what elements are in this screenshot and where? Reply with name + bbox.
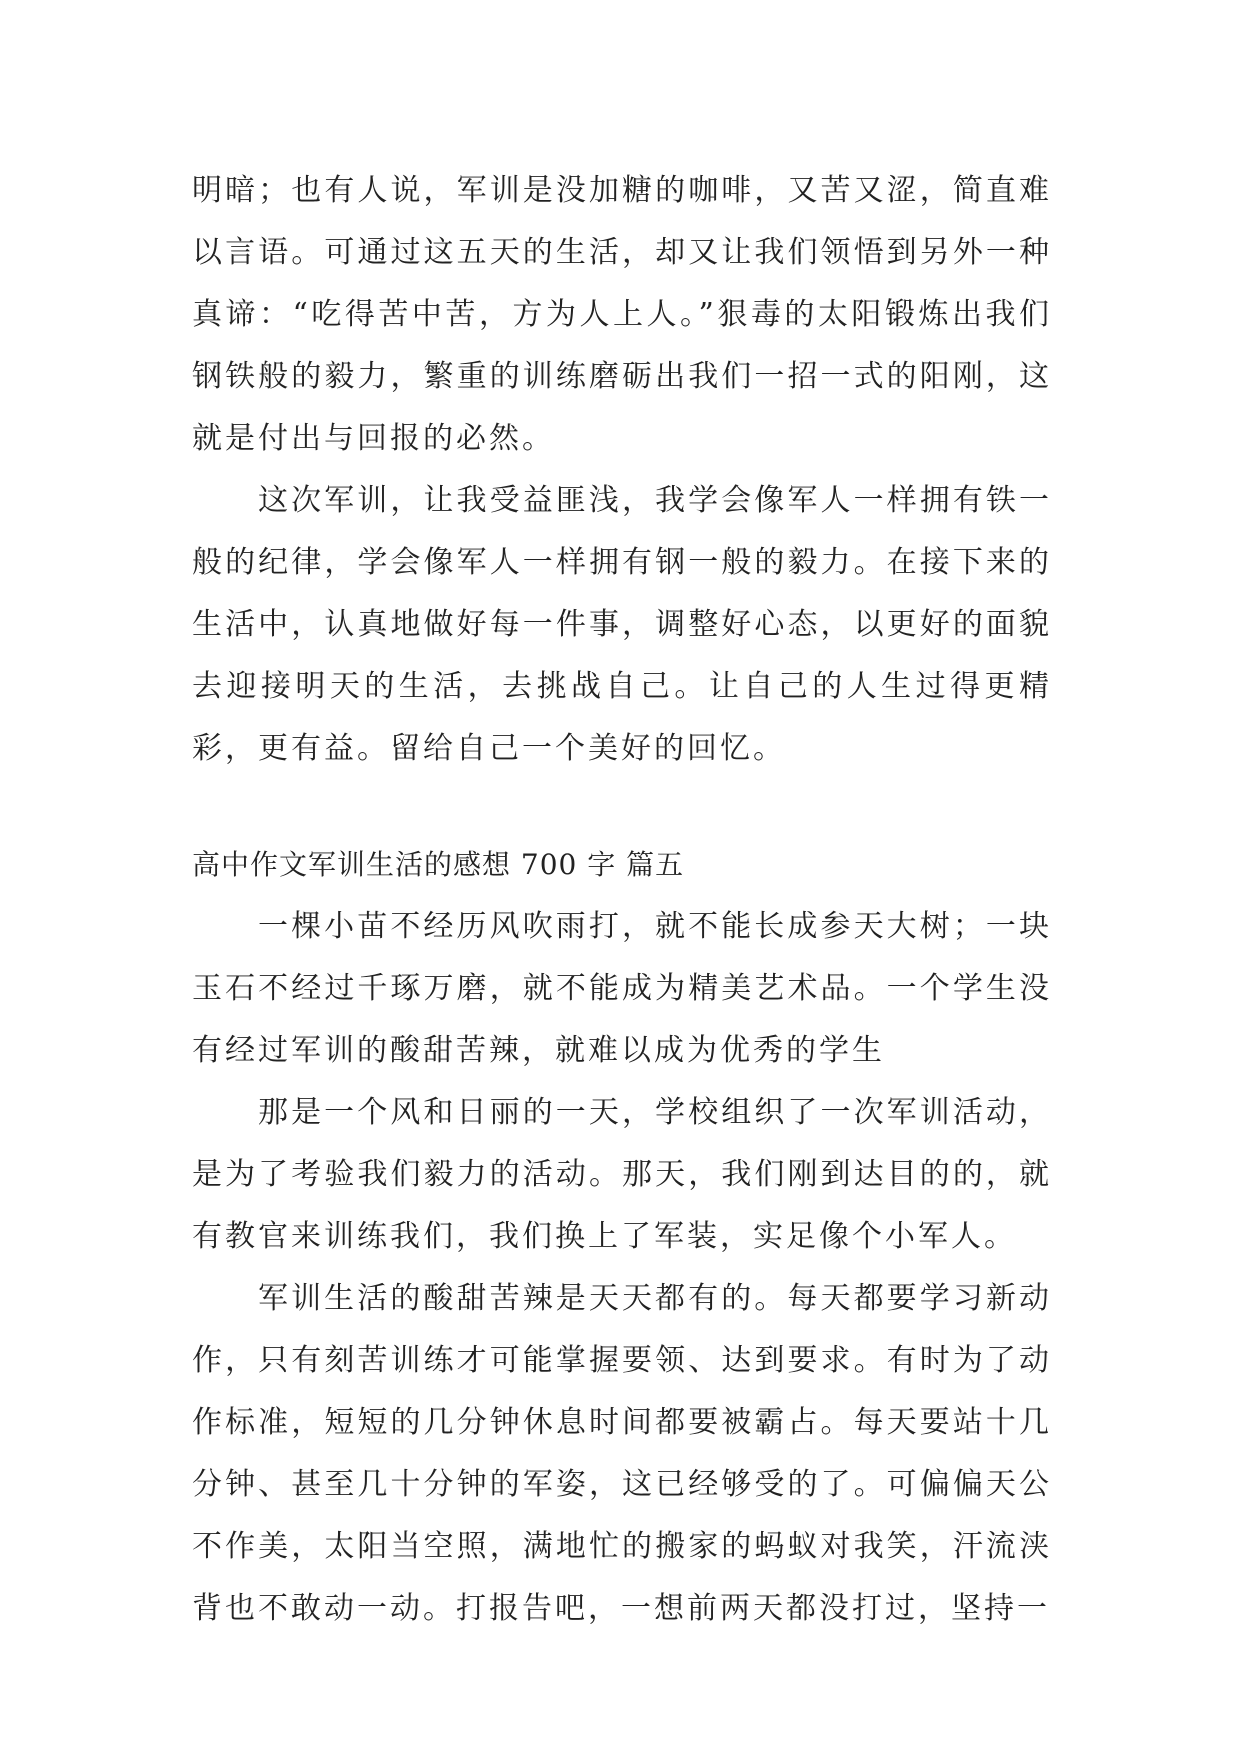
- paragraph-3: 一棵小苗不经历风吹雨打，就不能长成参天大树；一块玉石不经过千琢万磨，就不能成为精美艺术品。一个学生没有经过军训的酸甜苦辣，就难以成为优秀的学生: [192, 909, 1052, 1068]
- paragraph-4: 那是一个风和日丽的一天，学校组织了一次军训活动，是为了考验我们毅力的活动。那天，我们刚到达目的的，就有教官来训练我们，我们换上了军装，实足像个小军人。: [192, 1095, 1052, 1254]
- paragraph-2: 这次军训，让我受益匪浅，我学会像军人一样拥有铁一般的纪律，学会像军人一样拥有钢一般的毅力。在接下来的生活中，认真地做好每一件事，调整好心态，以更好的面貌去迎接明天的生活，去挑战自己。让自己的人生过得更精彩，更有益。留给自己一个美好的回忆。: [192, 483, 1052, 766]
- section-heading: 高中作文军训生活的感想 700 字 篇五: [192, 848, 685, 881]
- document-body: [192, 160, 1052, 1640]
- paragraph-1: 明暗；也有人说，军训是没加糖的咖啡，又苦又涩，简直难以言语。可通过这五天的生活，却又让我们领悟到另外一种真谛：“吃得苦中苦，方为人上人。”狠毒的太阳锻炼出我们钢铁般的毅力，繁重的训练磨砺出我们一招一式的阳刚，这就是付出与回报的必然。: [192, 173, 1052, 456]
- paragraph-5: 军训生活的酸甜苦辣是天天都有的。每天都要学习新动作，只有刻苦训练才可能掌握要领、达到要求。有时为了动作标准，短短的几分钟休息时间都要被霸占。每天要站十几分钟、甚至几十分钟的军姿，这已经够受的了。可偏偏天公不作美，太阳当空照，满地忙的搬家的蚂蚁对我笑，汗流浃背也不敢动一动。打报告吧，一想前两天都没打过，坚持一: [192, 1281, 1052, 1626]
